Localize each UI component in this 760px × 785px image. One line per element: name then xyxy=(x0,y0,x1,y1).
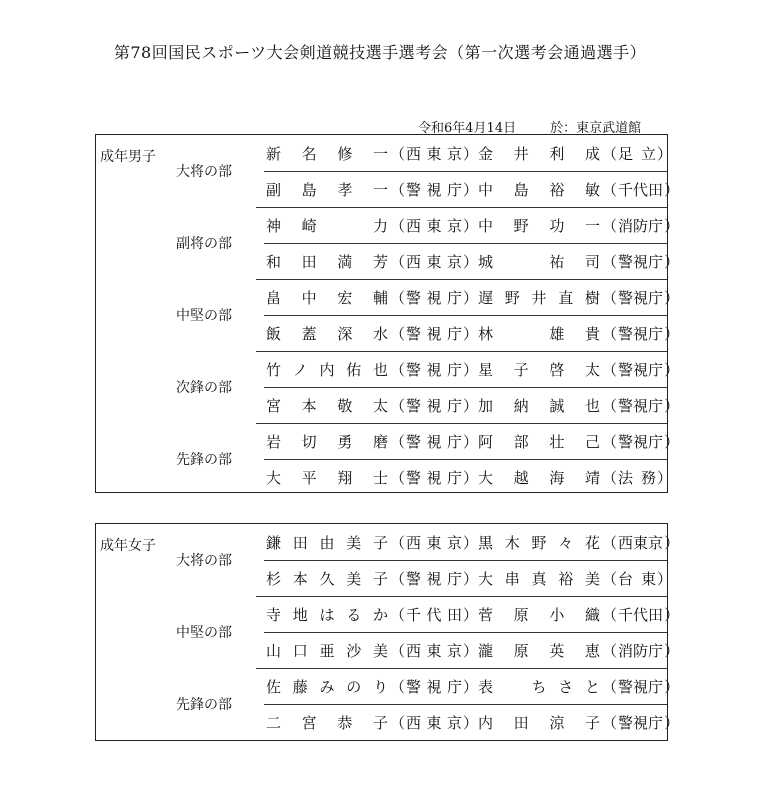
player-affiliation: （ 西 東 京 ） xyxy=(390,533,478,552)
roster-row xyxy=(96,387,680,423)
player-affiliation: （ 西 東 京 ） xyxy=(390,641,478,660)
event-date: 令和6年4月14日 xyxy=(418,121,517,136)
roster-row xyxy=(96,243,680,279)
player-affiliation: （ 警 視 庁 ） xyxy=(390,569,478,588)
player-affiliation: （ 警 視 庁 ） xyxy=(602,360,680,379)
player-affiliation: （ 警 視 庁 ） xyxy=(390,396,478,415)
player-affiliation: （ 千 代 田 ） xyxy=(390,605,478,624)
player-affiliation: （ 千 代 田 ） xyxy=(602,180,680,199)
player-name: 宮 本 敬 太 xyxy=(266,396,388,415)
player-name: 神 崎 力 xyxy=(266,216,388,235)
player-name: 大 平 翔 士 xyxy=(266,468,388,487)
player-affiliation: （ 警 視 庁 ） xyxy=(602,432,680,451)
player-name: 畠 中 宏 輔 xyxy=(266,288,388,307)
category-label: 成年男子 xyxy=(100,149,156,165)
player-affiliation: （ 警 視 庁 ） xyxy=(390,288,478,307)
player-name: 寺 地 は る か xyxy=(266,605,388,624)
men-section xyxy=(95,134,680,493)
group-label: 中堅の部 xyxy=(176,308,232,324)
player-name: 金 井 利 成 xyxy=(478,144,600,163)
player-affiliation: （ 警 視 庁 ） xyxy=(602,396,680,415)
roster-row xyxy=(96,351,680,387)
women-section xyxy=(95,523,680,741)
player-affiliation: （ 消 防 庁 ） xyxy=(602,641,680,660)
roster-row xyxy=(96,668,680,704)
player-name: 大 串 真 裕 美 xyxy=(478,569,600,588)
group-label: 大将の部 xyxy=(176,164,232,180)
player-affiliation: （ 警 視 庁 ） xyxy=(602,252,680,271)
player-affiliation: （ 警 視 庁 ） xyxy=(390,677,478,696)
player-affiliation: （ 足 立 ） xyxy=(602,144,672,163)
player-affiliation: （ 台 東 ） xyxy=(602,569,672,588)
roster-row xyxy=(96,704,680,740)
player-affiliation: （ 警 視 庁 ） xyxy=(602,288,680,307)
player-affiliation: （ 警 視 庁 ） xyxy=(602,713,680,732)
roster-row xyxy=(96,524,680,560)
player-affiliation: （ 千 代 田 ） xyxy=(602,605,680,624)
roster-row xyxy=(96,560,672,596)
roster-row xyxy=(96,632,680,668)
player-affiliation: （ 警 視 庁 ） xyxy=(602,324,680,343)
player-affiliation: （ 警 視 庁 ） xyxy=(390,360,478,379)
roster-row xyxy=(96,315,680,351)
player-affiliation: （ 西 東 京 ） xyxy=(390,144,478,163)
group-label: 先鋒の部 xyxy=(176,697,232,713)
player-name: 瀧 原 英 恵 xyxy=(478,641,600,660)
category-label: 成年女子 xyxy=(100,538,156,554)
player-name: 大 越 海 靖 xyxy=(478,468,600,487)
group-label: 副将の部 xyxy=(176,236,232,252)
event-venue: 於：東京武道館 xyxy=(550,121,642,136)
player-name: 内 田 涼 子 xyxy=(478,713,600,732)
player-name: 山 口 亜 沙 美 xyxy=(266,641,388,660)
player-name: 二 宮 恭 子 xyxy=(266,713,388,732)
player-name: 遅 野 井 直 樹 xyxy=(478,288,600,307)
player-name: 黒 木 野 々 花 xyxy=(478,533,600,552)
player-name: 城 祐 司 xyxy=(478,252,600,271)
player-affiliation: （ 西 東 京 ） xyxy=(602,533,680,552)
player-name: 鎌 田 由 美 子 xyxy=(266,533,388,552)
roster-row xyxy=(96,459,672,495)
roster-row xyxy=(96,279,680,315)
player-name: 中 野 功 一 xyxy=(478,216,600,235)
roster-row xyxy=(96,596,680,632)
player-affiliation: （ 警 視 庁 ） xyxy=(390,468,478,487)
player-name: 飯 蓋 深 水 xyxy=(266,324,388,343)
player-affiliation: （ 西 東 京 ） xyxy=(390,252,478,271)
player-name: 杉 本 久 美 子 xyxy=(266,569,388,588)
roster-row xyxy=(96,207,680,243)
group-label: 中堅の部 xyxy=(176,625,232,641)
player-name: 菅 原 小 織 xyxy=(478,605,600,624)
roster-row xyxy=(96,171,680,207)
roster-row xyxy=(96,135,672,171)
player-affiliation: （ 警 視 庁 ） xyxy=(602,677,680,696)
player-name: 林 雄 貴 xyxy=(478,324,600,343)
player-name: 表 ち さ と xyxy=(478,677,600,696)
player-affiliation: （ 西 東 京 ） xyxy=(390,713,478,732)
player-name: 副 島 孝 一 xyxy=(266,180,388,199)
document-title: 第78回国民スポーツ大会剣道競技選手選考会（第一次選考会通過選手） xyxy=(113,43,647,62)
player-affiliation: （ 警 視 庁 ） xyxy=(390,180,478,199)
player-affiliation: （ 西 東 京 ） xyxy=(390,216,478,235)
player-name: 岩 切 勇 磨 xyxy=(266,432,388,451)
player-affiliation: （ 警 視 庁 ） xyxy=(390,432,478,451)
player-name: 中 島 裕 敏 xyxy=(478,180,600,199)
player-affiliation: （ 警 視 庁 ） xyxy=(390,324,478,343)
player-name: 新 名 修 一 xyxy=(266,144,388,163)
player-affiliation: （ 法 務 ） xyxy=(602,468,672,487)
roster-row xyxy=(96,423,680,459)
player-name: 加 納 誠 也 xyxy=(478,396,600,415)
player-name: 竹 ノ 内 佑 也 xyxy=(266,360,388,379)
group-label: 先鋒の部 xyxy=(176,452,232,468)
player-affiliation: （ 消 防 庁 ） xyxy=(602,216,680,235)
player-name: 星 子 啓 太 xyxy=(478,360,600,379)
group-label: 次鋒の部 xyxy=(176,380,232,396)
player-name: 佐 藤 み の り xyxy=(266,677,388,696)
player-name: 阿 部 壮 己 xyxy=(478,432,600,451)
player-name: 和 田 満 芳 xyxy=(266,252,388,271)
group-label: 大将の部 xyxy=(176,553,232,569)
